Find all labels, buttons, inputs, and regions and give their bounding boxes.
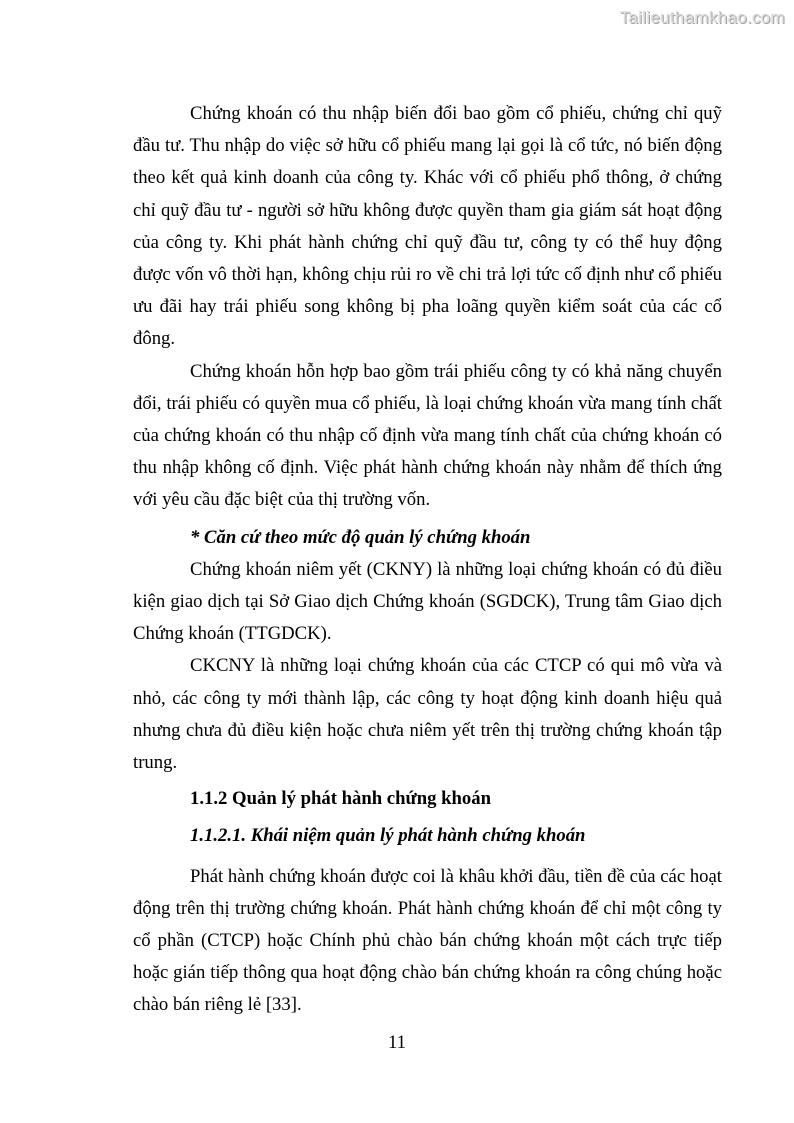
body-paragraph: Phát hành chứng khoán được coi là khâu khởi đầu, tiền đề của các hoạt động trên thị trường chứng khoán. Phát hành chứng khoán để chỉ một công ty cổ phần (CTCP) hoặc Chính phủ chào bán chứng khoán một cách trực tiếp hoặc gián tiếp thông qua hoạt động chào bán chứng khoán ra công chúng hoặc chào bán riêng lẻ [33]. (133, 865, 722, 1016)
section-heading-1-1-2-1: 1.1.2.1. Khái niệm quản lý phát hành chứng khoán (190, 825, 586, 847)
watermark: Tailieuthamkhao.com (619, 8, 785, 27)
body-paragraph: CKCNY là những loại chứng khoán của các CTCP có qui mô vừa và nhỏ, các công ty mới thành lập, các công ty hoạt động kinh doanh hiệu quả nhưng chưa đủ điều kiện hoặc chưa niêm yết trên thị trường chứng khoán tập trung. (133, 655, 722, 774)
body-paragraph: Chứng khoán có thu nhập biến đổi bao gồm cổ phiếu, chứng chỉ quỹ đầu tư. Thu nhập do việc sở hữu cổ phiếu mang lại gọi là cổ tức, nó biến động theo kết quả kinh doanh của công ty. Khác với cổ phiếu phổ thông, ở chứng chỉ quỹ đầu tư - người sở hữu không được quyền tham gia giám sát hoạt động của công ty. Khi phát hành chứng chỉ quỹ đầu tư, công ty có thể huy động được vốn vô thời hạn, không chịu rủi ro về chi trả lợi tức cố định như cổ phiếu ưu đãi hay trái phiếu song không bị pha loãng quyền kiểm soát của các cổ đông. (133, 103, 722, 350)
document-body (133, 98, 722, 1022)
page-number: 11 (388, 1032, 406, 1053)
section-heading-can-cu-muc-do-quan-ly: * Căn cứ theo mức độ quản lý chứng khoán (190, 526, 531, 548)
section-heading-1-1-2: 1.1.2 Quản lý phát hành chứng khoán (190, 788, 491, 810)
body-paragraph: Chứng khoán hỗn hợp bao gồm trái phiếu công ty có khả năng chuyển đổi, trái phiếu có quyền mua cổ phiếu, là loại chứng khoán vừa mang tính chất của chứng khoán có thu nhập cố định vừa mang tính chất của chứng khoán có thu nhập không cố định. Việc phát hành chứng khoán này nhằm để thích ứng với yêu cầu đặc biệt của thị trường vốn. (133, 360, 722, 511)
body-paragraph: Chứng khoán niêm yết (CKNY) là những loại chứng khoán có đủ điều kiện giao dịch tại Sở Giao dịch Chứng khoán (SGDCK), Trung tâm Giao dịch Chứng khoán (TTGDCK). (133, 558, 722, 645)
